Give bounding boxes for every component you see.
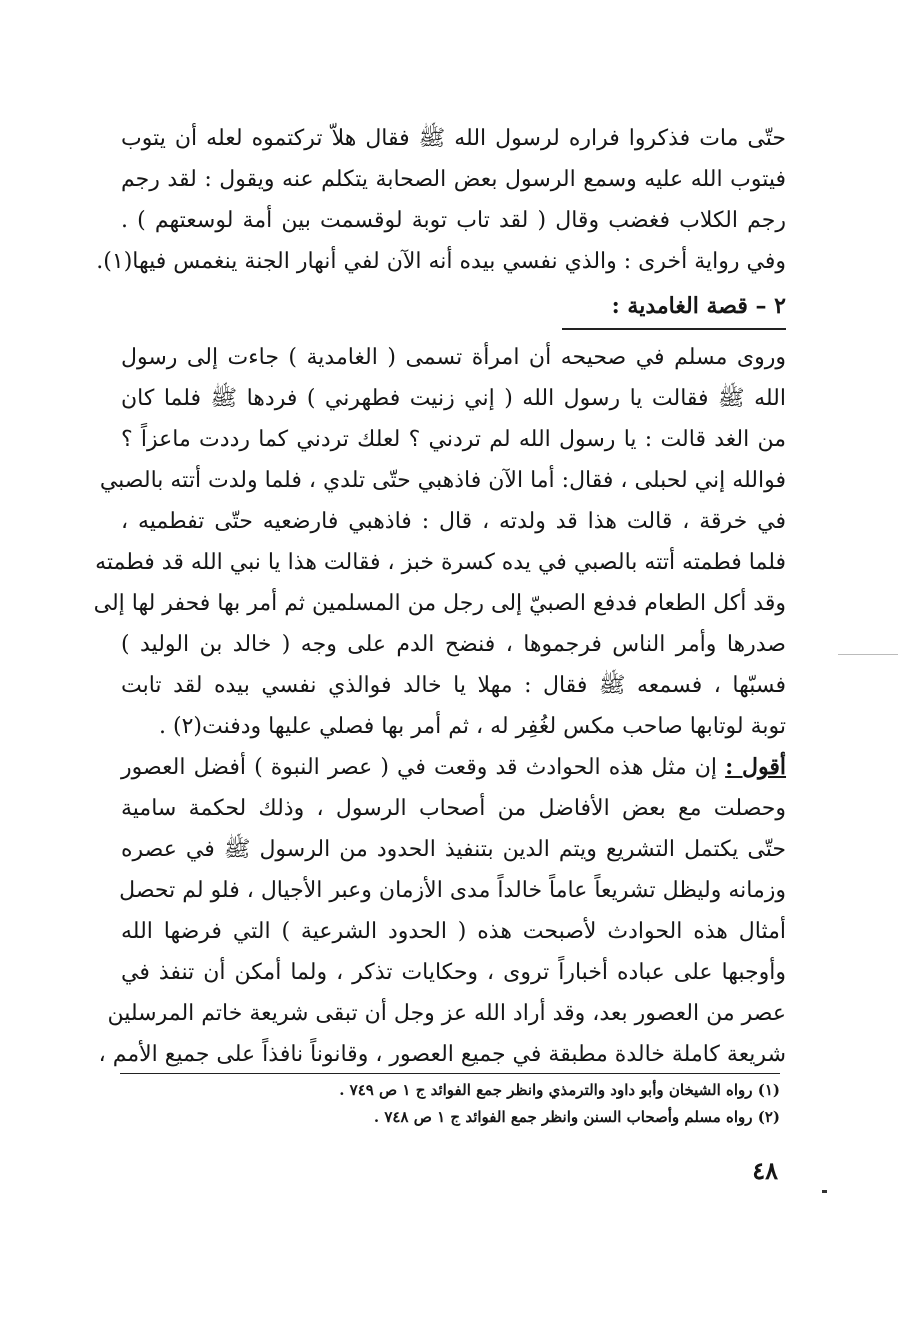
author-comment-lead: أقول : — [725, 754, 787, 780]
scan-speck — [822, 1190, 827, 1193]
section-heading: ٢ – قصة الغامدية : — [611, 293, 786, 319]
footnote-1: (١) رواه الشيخان وأبو داود والترمذي وانظر جمع الفوائد ج ١ ص ٧٤٩ . — [339, 1081, 780, 1099]
text-line: وروى مسلم في صحيحه أن امرأة تسمى ( الغامدية ) جاءت إلى رسول — [121, 345, 786, 370]
text-line: فسبّها ، فسمعه ﷺ فقال : مهلا يا خالد فوالذي نفسي بيده لقد تابت — [121, 673, 786, 698]
page-number: ٤٨ — [752, 1156, 778, 1185]
heading-underline — [562, 328, 786, 330]
text-line-author-comment — [121, 747, 786, 788]
text-line: حتّى يكتمل التشريع ويتم الدين بتنفيذ الحدود من الرسول ﷺ في عصره — [121, 837, 786, 862]
text-line: توبة لوتابها صاحب مكس لغُفِر له ، ثم أمر بها فصلي عليها ودفنت(٢) . — [159, 714, 786, 739]
text-line: عصر من العصور بعد، وقد أراد الله عز وجل أن تبقى شريعة خاتم المرسلين — [107, 1001, 786, 1026]
text-line: وأوجبها على عباده أخباراً تروى ، وحكايات تذكر ، ولما أمكن أن تنفذ في — [121, 960, 786, 985]
text-line: وقد أكل الطعام فدفع الصبيّ إلى رجل من المسلمين ثم أمر بها فحفر لها إلى — [93, 591, 786, 616]
text-line: فيتوب الله عليه وسمع الرسول بعض الصحابة يتكلم عنه ويقول : لقد رجم — [121, 167, 786, 192]
text-line: فلما فطمته أتته بالصبي في يده كسرة خبز ، فقالت هذا يا نبي الله قد فطمته — [95, 550, 786, 575]
paragraph-ghamidiyya-story — [93, 337, 787, 1075]
text-line: رجم الكلاب فغضب وقال ( لقد تاب توبة لوقسمت بين أمة لوسعتهم ) . — [121, 208, 786, 233]
text-line: أمثال هذه الحوادث لأصبحت هذه ( الحدود الشرعية ) التي فرضها الله — [121, 919, 786, 944]
author-comment-text: إن مثل هذه الحوادث قد وقعت في ( عصر النبوة ) أفضل العصور — [121, 755, 726, 780]
text-line: حتّى مات فذكروا فراره لرسول الله ﷺ فقال هلاّ تركتموه لعله أن يتوب — [121, 126, 786, 151]
footnote-2: (٢) رواه مسلم وأصحاب السنن وانظر جمع الفوائد ج ١ ص ٧٤٨ . — [373, 1108, 780, 1126]
text-line: فوالله إني لحبلى ، فقال: أما الآن فاذهبي حتّى تلدي ، فلما ولدت أتته بالصبي — [99, 468, 786, 493]
scan-mark — [838, 654, 898, 655]
text-line: صدرها وأمر الناس فرجموها ، فنضح الدم على وجه ( خالد بن الوليد ) — [121, 632, 786, 657]
paragraph-ma-iz-conclusion — [96, 118, 786, 282]
text-line: الله ﷺ فقالت يا رسول الله ( إني زنيت فطهرني ) فردها ﷺ فلما كان — [121, 386, 786, 411]
footnotes — [180, 1077, 780, 1131]
text-line: شريعة كاملة خالدة مطبقة في جميع العصور ، وقانوناً نافذاً على جميع الأمم ، — [98, 1042, 786, 1067]
text-line: وفي رواية أخرى : والذي نفسي بيده أنه الآن لفي أنهار الجنة ينغمس فيها(١). — [96, 249, 786, 274]
text-line: وزمانه وليظل تشريعاً عاماً خالداً مدى الأزمان وعبر الأجيال ، فلو لم تحصل — [119, 878, 786, 903]
footnote-separator — [120, 1073, 780, 1074]
text-line: وحصلت مع بعض الأفاضل من أصحاب الرسول ، وذلك لحكمة سامية — [121, 796, 786, 821]
text-line: في خرقة ، قالت هذا قد ولدته ، قال : فاذهبي فارضعيه حتّى تفطميه ، — [121, 509, 786, 534]
text-line: من الغد قالت : يا رسول الله لم تردني ؟ لعلك تردني كما رددت ماعزاً ؟ — [121, 427, 786, 452]
